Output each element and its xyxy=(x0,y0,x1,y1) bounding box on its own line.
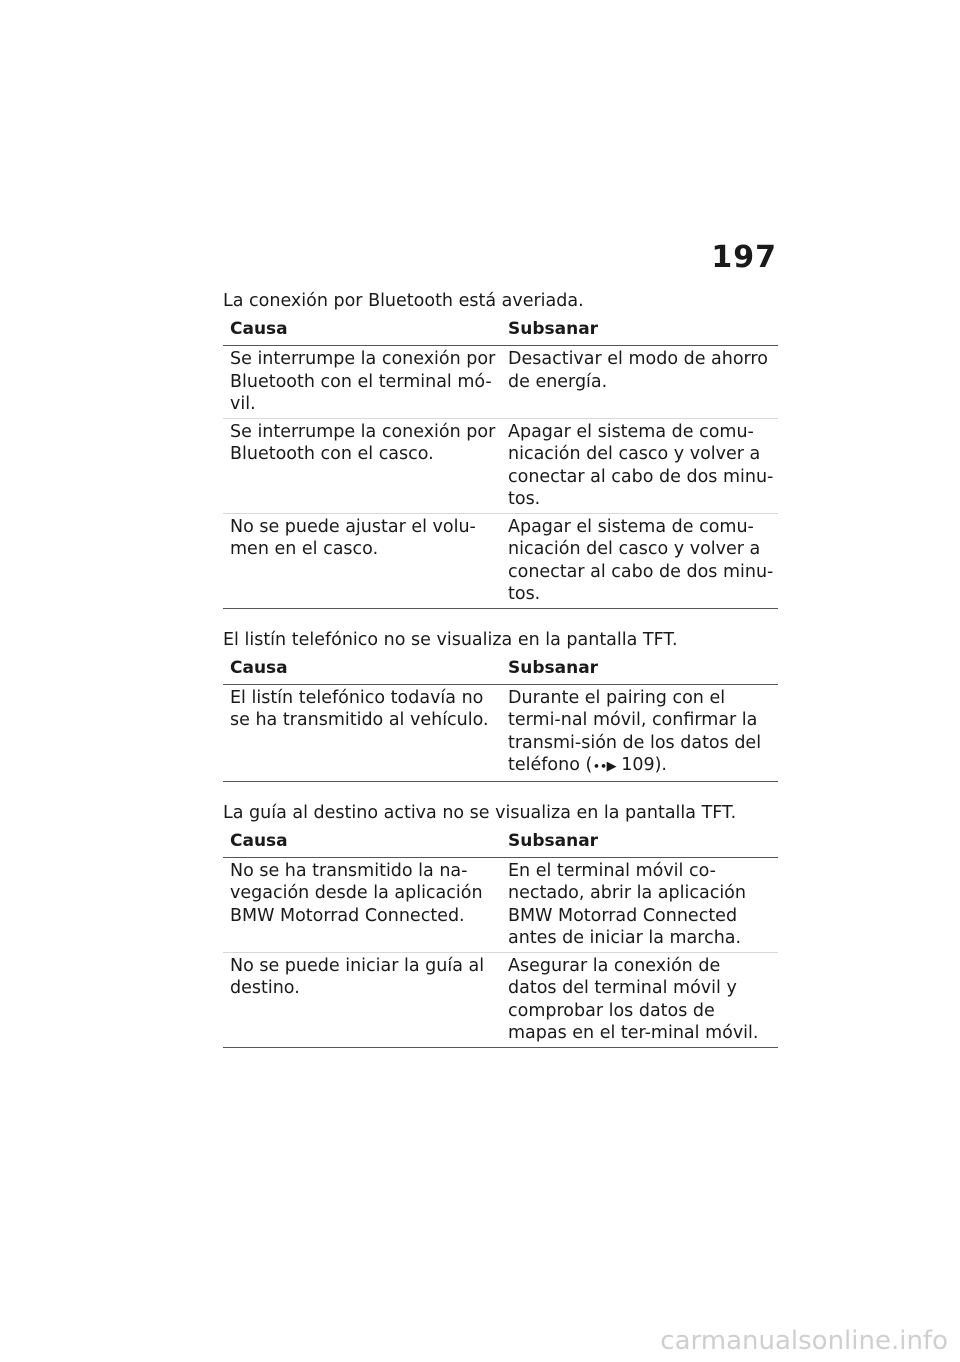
table-row xyxy=(223,952,778,1047)
table-header-row xyxy=(223,826,778,858)
column-header-causa: Causa xyxy=(223,653,501,685)
table-row xyxy=(223,513,778,608)
cause-cell: Se interrumpe la conexión por Bluetooth con el casco. xyxy=(223,418,501,513)
page-number: 197 xyxy=(711,240,777,275)
troubleshooting-table xyxy=(223,314,778,609)
column-header-subsanar: Subsanar xyxy=(501,314,778,346)
remedy-cell: Asegurar la conexión de datos del terminal móvil y comprobar los datos de mapas en el ter-minal móvil. xyxy=(501,952,778,1047)
table-row xyxy=(223,346,778,419)
table-header-row xyxy=(223,653,778,685)
page-reference[interactable] xyxy=(586,755,667,775)
watermark: carmanualsonline.info xyxy=(660,1326,948,1356)
page-reference-arrow-icon: ∙∙▶ xyxy=(592,759,616,774)
cause-cell: Se interrumpe la conexión por Bluetooth con el terminal mó-vil. xyxy=(223,346,501,419)
column-header-causa: Causa xyxy=(223,826,501,858)
section-title: La conexión por Bluetooth está averiada. xyxy=(223,291,584,311)
ref-open: ( xyxy=(585,755,593,775)
table-row xyxy=(223,684,778,781)
section-bluetooth xyxy=(223,290,778,609)
cause-cell: El listín telefónico todavía no se ha transmitido al vehículo. xyxy=(223,684,501,781)
remedy-cell: Desactivar el modo de ahorro de energía. xyxy=(501,346,778,419)
section-title: La guía al destino activa no se visualiza en la pantalla TFT. xyxy=(223,802,737,823)
cause-cell: No se ha transmitido la na-vegación desde la aplicación BMW Motorrad Connected. xyxy=(223,857,501,952)
section-navigation xyxy=(223,802,778,1048)
cause-cell: No se puede ajustar el volu-men en el casco. xyxy=(223,513,501,608)
column-header-causa: Causa xyxy=(223,314,501,346)
remedy-cell: Apagar el sistema de comu-nicación del casco y volver a conectar al cabo de dos minu-tos. xyxy=(501,418,778,513)
ref-page: 109 xyxy=(621,755,655,775)
troubleshooting-content xyxy=(223,290,778,1068)
ref-close: ). xyxy=(654,755,667,775)
column-header-subsanar: Subsanar xyxy=(501,826,778,858)
table-row xyxy=(223,418,778,513)
troubleshooting-table xyxy=(223,826,778,1048)
troubleshooting-table xyxy=(223,653,778,782)
table-row xyxy=(223,857,778,952)
column-header-subsanar: Subsanar xyxy=(501,653,778,685)
section-phonebook xyxy=(223,629,778,782)
cause-cell: No se puede iniciar la guía al destino. xyxy=(223,952,501,1047)
section-title: El listín telefónico no se visualiza en la pantalla TFT. xyxy=(223,629,678,650)
remedy-cell xyxy=(501,684,778,781)
table-header-row xyxy=(223,314,778,346)
remedy-cell: En el terminal móvil co-nectado, abrir la aplicación BMW Motorrad Connected antes de iniciar la marcha. xyxy=(501,857,778,952)
remedy-text: Durante el pairing con el termi-nal móvil, confirmar la transmi-sión de los datos del teléfono xyxy=(508,687,762,775)
remedy-cell: Apagar el sistema de comu-nicación del casco y volver a conectar al cabo de dos minu-tos. xyxy=(501,513,778,608)
